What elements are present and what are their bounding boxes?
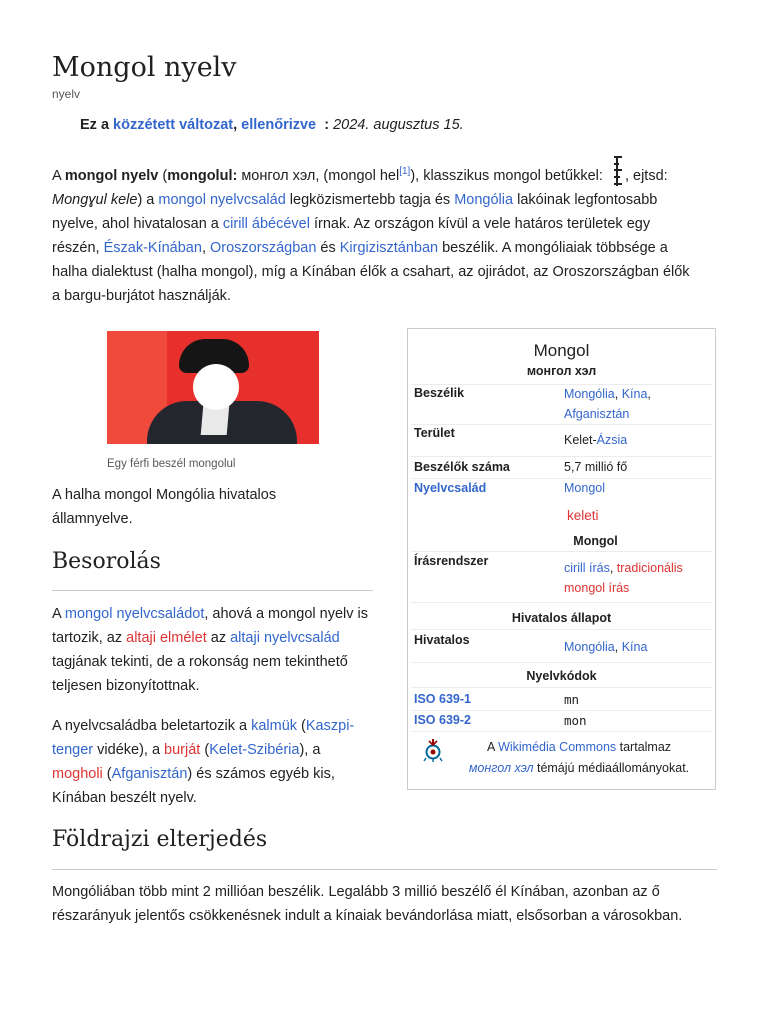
language-family-label-link[interactable]: Nyelvcsalád [414,481,487,495]
wikimedia-commons-icon [422,738,444,762]
commons-notice: A Wikimédia Commons tartalmaz монгол хэл témájú médiaállományokat. [468,740,690,775]
classification-paragraph-1: A mongol nyelvcsaládot, ahová a mongol nyelv is tartozik, az altaji elmélet az altaji nyelvcsalád tagjának tekinti, de a rokonság nem tekinthető teljesen bizonyítottnak. [52,606,368,694]
family-subgroup: Mongol [573,534,618,548]
reviewed-link[interactable]: ellenőrizve [241,117,317,133]
north-china-link[interactable]: Észak-Kínában [103,240,202,256]
geography-paragraph: Mongóliában több mint 2 millióan beszélik. Legalább 3 millió beszélő él Kínában, azonban az ő részarányuk jelentős csökkenésnek indult a kínaiak bevándorlása miatt, elsősorban a városokban. [52,884,683,924]
asia-link[interactable]: Ázsia [596,433,628,447]
traditional-mongolian-script-link[interactable]: tradicionális mongol írás [564,561,683,595]
section-heading-classification: Besorolás [52,549,161,574]
speaker-count-label: Beszélők száma [414,460,510,474]
language-infobox [407,328,716,790]
afghanistan-link[interactable]: Afganisztán [111,766,188,782]
speakers-label: Beszélik [414,386,465,400]
east-siberia-link[interactable]: Kelet-Szibéria [209,742,300,758]
official-label: Hivatalos [414,633,470,647]
section-divider [52,590,373,591]
revision-note: Ez a közzétett változat, ellenőrizve : 2024. augusztus 15. [80,117,464,133]
speakers-mongolia-link[interactable]: Mongólia [564,387,615,401]
russia-link[interactable]: Oroszországban [210,240,317,256]
altaic-family-link[interactable]: altaji nyelvcsalád [230,630,340,646]
official-value: Mongólia, Kína [564,640,648,654]
revision-date: 2024. augusztus 15. [333,117,464,133]
blurred-face [193,364,239,410]
official-status-heading: Hivatalos állapot [511,611,612,625]
halha-paragraph: A halha mongol Mongólia hivatalos államnyelve. [52,487,277,527]
mongol-language-family-link[interactable]: mongol nyelvcsalád [158,192,286,208]
page-subtitle: nyelv [52,87,81,101]
cyrillic-alphabet-link[interactable]: cirill ábécével [222,216,310,232]
page-title: Mongol nyelv [52,52,237,83]
intro-paragraph: A mongol nyelv (mongolul: монгол хэл, (mongol hel[1]), klasszikus mongol betűkkel: , ejtsd: Mongɣul kele) a mongol nyelvcsalád legközismertebb tagja és Mongólia lakóinak legfontosabb nyelve, ahol hivatalosan a cirill ábécével írnak. Az országon kívül a vele határos területek egy részén, Észak-Kínában, Oroszországban és Kirgizisztánban beszélik. A mongóliaiak többsége a halha dialektust (halha mongol), míg a Kínában élők a csahart, az ojirádot, az Oroszországban élők a bargu-burjátot használják. [52,156,700,308]
eastern-branch-link[interactable]: keleti [567,508,599,523]
caspian-sea-link[interactable]: Kaszpi-tenger [52,718,355,758]
region-label: Terület [414,426,455,440]
figure [107,331,319,470]
classification-paragraph-2: A nyelvcsaládba beletartozik a kalmük (Kaszpi-tenger vidéke), a burját (Kelet-Szibéria), a mogholi (Afganisztán) és számos egyéb kis, Kínában beszélt nyelv. [52,718,355,806]
official-china-link[interactable]: Kína [621,640,648,654]
infobox-native-name: монгол хэл [526,364,597,378]
official-mongolia-link[interactable]: Mongólia [564,640,615,654]
mongolian-script-image [611,156,623,186]
writing-system-value: cirill írás, tradicionális mongol írás [564,561,683,595]
section-divider [52,869,717,870]
published-version-link[interactable]: közzétett változat [113,117,234,133]
mongolia-link[interactable]: Mongólia [454,192,514,208]
language-codes-heading: Nyelvkódok [526,669,597,683]
buryat-link[interactable]: burját [164,742,201,758]
iso-639-2-link[interactable]: ISO 639-2 [414,713,471,727]
moghol-link[interactable]: mogholi [52,766,103,782]
infobox-title: Mongol [533,341,590,360]
figure-caption: Egy férfi beszél mongolul [107,458,236,470]
speaker-count-value: 5,7 millió fő [564,460,628,474]
speakers-afghanistan-link[interactable]: Afganisztán [564,407,630,421]
iso-639-1-value: mn [564,692,580,707]
man-speaking-photo[interactable] [107,331,319,444]
language-family-value-link[interactable]: Mongol [564,481,605,495]
writing-system-label: Írásrendszer [414,554,489,568]
wikimedia-commons-link[interactable]: Wikimédia Commons [498,740,617,754]
section-heading-geography: Földrajzi elterjedés [52,827,268,852]
speakers-china-link[interactable]: Kína [621,387,648,401]
commons-topic-link[interactable]: монгол хэл [468,761,534,775]
iso-639-1-link[interactable]: ISO 639-1 [414,692,471,706]
kalmyk-link[interactable]: kalmük [251,718,298,734]
altaic-theory-link[interactable]: altaji elmélet [126,630,207,646]
cyrillic-script-link[interactable]: cirill írás [564,561,610,575]
speakers-value: Mongólia, Kína, Afganisztán [564,387,651,421]
region-value: Kelet-Ázsia [564,433,628,447]
iso-639-2-value: mon [564,713,587,728]
reference-1[interactable]: [1] [399,166,411,178]
mongol-family-link[interactable]: mongol nyelvcsaládot [64,606,205,622]
kyrgyzstan-link[interactable]: Kirgizisztánban [339,240,439,256]
